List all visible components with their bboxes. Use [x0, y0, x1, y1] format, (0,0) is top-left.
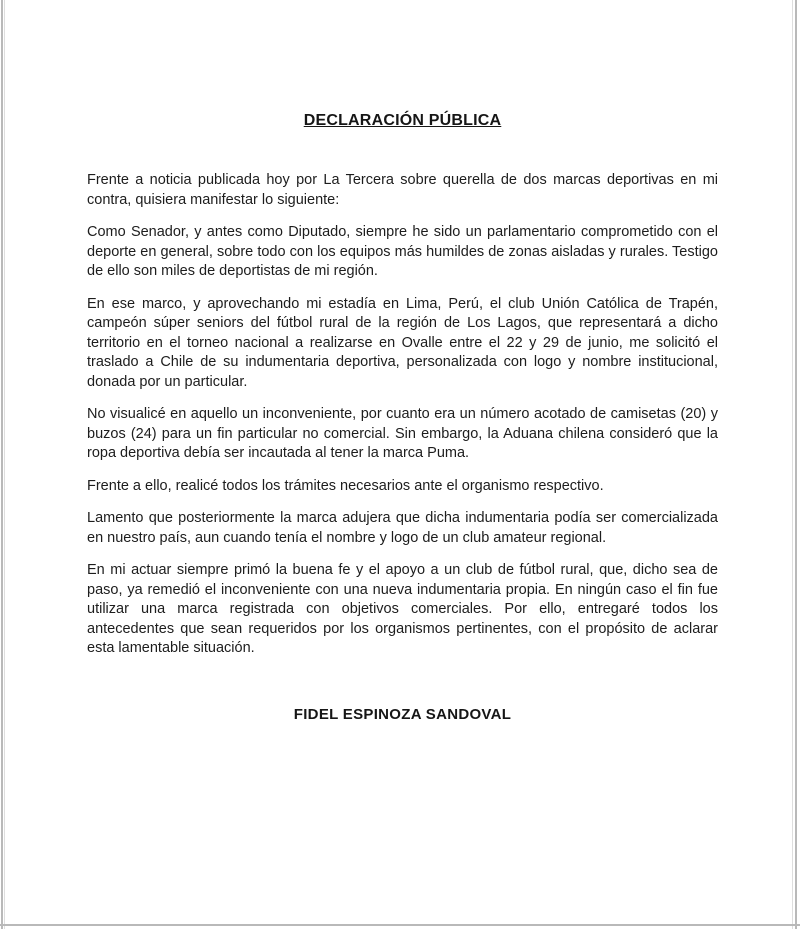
paragraph-customs-seizure: No visualicé en aquello un inconveniente, por cuanto era un número acotado de camisetas (20) y buzos (24) para un fin particular no comercial. Sin embargo, la Aduana chilena consideró que la ropa deportiva debía ser incautada al tener la marca Puma. — [87, 406, 718, 461]
paragraph-procedures: Frente a ello, realicé todos los trámites necesarios ante el organismo respectivo. — [87, 477, 604, 494]
page-edge-line-left-inner — [4, 0, 5, 929]
page-edge-line-bottom — [0, 924, 800, 926]
document-title: DECLARACIÓN PÚBLICA — [303, 112, 502, 129]
document-body — [87, 112, 718, 723]
page-edge-line-right-outer — [795, 0, 797, 929]
signature-name: FIDEL ESPINOZA SANDOVAL — [293, 705, 512, 723]
page-edge-line-right-inner — [792, 0, 793, 929]
paragraph-senator-background: Como Senador, y antes como Diputado, siempre he sido un parlamentario comprometido con el deporte en general, sobre todo con los equipos más humildes de zonas aisladas y rurales. Testigo de ello son miles de deportistas de mi región. — [87, 224, 718, 279]
paragraph-good-faith: En mi actuar siempre primó la buena fe y el apoyo a un club de fútbol rural, que, dicho sea de paso, ya remedió el inconveniente con una nueva indumentaria propia. En ningún caso el fin fue utilizar una marca registrada con objetivos comerciales. Por ello, entregaré todos los antecedentes que sean requeridos por los organismos pertinentes, con el propósito de aclarar esta lamentable situación. — [87, 562, 718, 656]
paragraph-intro: Frente a noticia publicada hoy por La Tercera sobre querella de dos marcas deportivas en mi contra, quisiera manifestar lo siguiente: — [87, 172, 718, 208]
paragraph-brand-claim: Lamento que posteriormente la marca adujera que dicha indumentaria podía ser comercializada en nuestro país, aun cuando tenía el nombre y logo de un club amateur regional. — [87, 510, 718, 546]
page-edge-line-left-outer — [1, 0, 3, 929]
paragraph-club-context: En ese marco, y aprovechando mi estadía en Lima, Perú, el club Unión Católica de Trapén, campeón súper seniors del fútbol rural de la región de Los Lagos, que representará a dicho territorio en el torneo nacional a realizarse en Ovalle entre el 22 y 29 de junio, me solicitó el traslado a Chile de su indumentaria deportiva, personalizada con logo y nombre institucional, donada por un particular. — [87, 295, 718, 390]
